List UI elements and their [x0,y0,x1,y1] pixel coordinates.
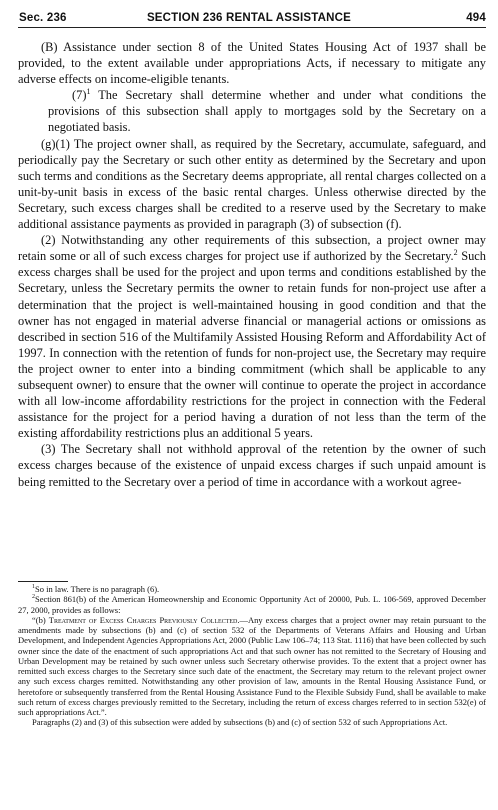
page-header [0,8,498,26]
footnote-rule [18,581,68,582]
footnote-2-marker: 2 [32,594,35,601]
footnote-2 [18,594,486,615]
paragraph-2-rest: Such excess charges shall be used for the project and upon terms and conditions established by the Secretary, unless the Secretary permits the owner to retain funds for non-project use after a determination that the project is well-maintained housing in good condition and that the owner has not engaged in material adverse financial or managerial actions or omissions as described in section 516 of the Multifamily Assisted Housing Reform and Affordability Act of 1997. In connection with the retention of funds for non-project use, the Secretary may require the project owner to enter into a binding commitment (which shall be applicable to any subsequent owner) to ensure that the owner will continue to operate the project in accordance with all low-income affordability restrictions for the project in connection with the Federal assistance for the project for a period having a duration of not less than the term of the existing affordability restrictions plus an additional 5 years. [18,249,486,441]
page-number: 494 [466,12,486,24]
footnote-1-marker: 1 [32,584,35,591]
footnote-1-text: So in law. There is no paragraph (6). [35,584,160,594]
quote-text: —Any excess charges that a project owner may retain pursuant to the amendments made by subsections (b) and (c) of section 532 of the Departments of Veterans Affairs and Housing and Urban Development, and Independent Agencies Appropriations Act, 2000 (Public Law 106–74; 113 Stat. 1116) that have been collected by such owner since the date of the enactment of such appropriations Act and that such owner has not remitted to the Secretary of Housing and Urban Development may be retained by such owner unless such Secretary otherwise provides. To the extent that a project owner has remitted such excess charges to the Secretary since such date of the enactment, the Secretary may return to the relevant project owner any such excess charges remitted. Notwithstanding any other provision of law, amounts in the Rental Housing Assistance Fund, or heretofore or subsequently transferred from the Rental Housing Assistance Fund to the Flexible Subsidy Fund, shall be available to make such return of excess charges previously remitted to the Secretary, including the return of excess charges referred to in section 532(e) of such appropriations Act.”. [18,614,486,717]
quote-open: “(b) [32,614,49,625]
main-text [18,39,486,490]
footnotes [18,584,486,728]
footnote-2-text: Section 861(b) of the American Homeownership and Economic Opportunity Act of 20000, Pub. L. 106-569, approved December 27, 2000, provides as follows: [18,594,486,615]
paragraph-7-number: (7) [72,88,87,103]
footnote-closing-note: Paragraphs (2) and (3) of this subsection were added by subsections (b) and (c) of section 532 of such Appropriations Act. [32,717,448,728]
running-title: SECTION 236 RENTAL ASSISTANCE [146,12,352,24]
paragraph-b: (B) Assistance under section 8 of the United States Housing Act of 1937 shall be provided, to the extent available under appropriations Acts, if necessary to mitigate any adverse effects on income-eligible tenants. [18,40,486,87]
footnote-1 [18,584,486,594]
footnote-2-quote [18,615,486,718]
paragraph-g1: (g)(1) The project owner shall, as required by the Secretary, accumulate, safeguard, and periodically pay the Secretary or such other entity as determined by the Secretary and upon such terms and conditions as the Secretary deems appropriate, all rental charges collected on a unit-by-unit basis in excess of the basic rental charges. Unless otherwise directed by the Secretary, such excess charges shall be credited to a reserve used by the Secretary to make additional assistance payments as provided in paragraph (3) of subsection (f). [18,136,486,232]
paragraph-7-text: The Secretary shall determine whether and under what conditions the provisions of this subsection shall apply to mortgages sold by the Secretary on a negotiated basis. [48,88,486,135]
header-rule [18,27,486,28]
footnote-ref-2: 2 [453,248,458,258]
paragraph-2 [18,232,486,441]
footnote-ref-1: 1 [86,87,91,97]
paragraph-7 [18,87,486,135]
quote-heading: Treatment of Excess Charges Previously Collected. [48,614,240,625]
paragraph-2-start: (2) Notwithstanding any other requirements of this subsection, a project owner may retain some or all of such excess charges for project use if authorized by the Secretary. [18,233,486,264]
section-label: Sec. 236 [19,12,67,24]
paragraph-3: (3) The Secretary shall not withhold approval of the retention by the owner of such excess charges because of the existence of unpaid excess charges if such unpaid amount is being remitted to the Secretary over a period of time in accordance with a workout agree- [18,442,486,489]
